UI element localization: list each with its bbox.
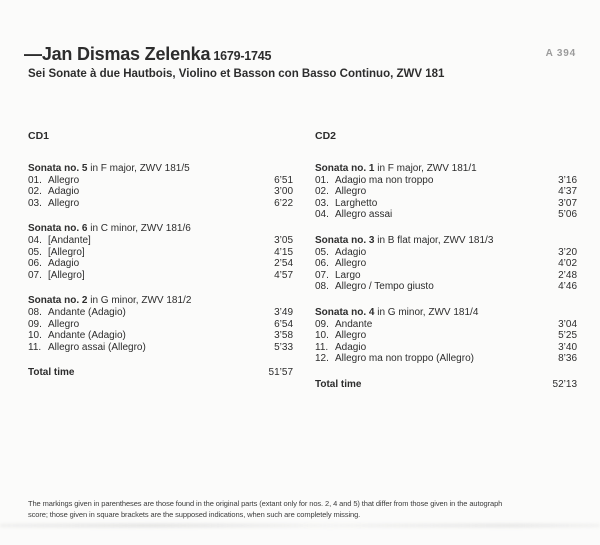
track-number: 08. (315, 281, 329, 293)
track-row (28, 186, 293, 198)
track-duration: 4’37 (558, 186, 577, 198)
track-row (315, 319, 577, 331)
track-title: Andante (Adagio) (48, 306, 126, 318)
track-number: 02. (315, 186, 329, 198)
track-number: 02. (28, 186, 42, 198)
sonata-title (28, 163, 293, 175)
sonata-number: Sonata no. 1 (315, 163, 375, 174)
track-row (315, 198, 577, 210)
track-number: 10. (315, 330, 329, 342)
track-row (28, 342, 293, 354)
sonata-key: in C minor, ZWV 181/6 (87, 223, 191, 235)
sonata-title (315, 163, 577, 175)
sonata-title (315, 307, 577, 319)
disc-label: CD2 (315, 130, 337, 142)
track-number: 04. (28, 234, 42, 246)
sonata-number: Sonata no. 2 (28, 295, 88, 307)
disc-label: CD1 (28, 130, 50, 142)
track-title: [Allegro] (48, 246, 85, 258)
sonata-number: Sonata no. 5 (28, 163, 88, 174)
track-row (315, 258, 577, 270)
track-title: Allegro (335, 330, 367, 342)
track-listing (28, 130, 577, 391)
track-duration: 3’58 (274, 330, 293, 342)
track-number: 06. (315, 258, 329, 270)
track-duration: 3’05 (274, 234, 293, 246)
track-title: Allegro ma non troppo (Allegro) (335, 353, 474, 365)
total-time-value: 51’57 (268, 367, 293, 379)
total-time-value: 52’13 (552, 378, 577, 390)
sonata-group (28, 295, 293, 353)
track-duration: 3’04 (558, 318, 577, 330)
track-number: 07. (28, 269, 42, 281)
track-row (28, 319, 293, 331)
sonata-group (28, 163, 293, 209)
track-number: 09. (315, 318, 329, 330)
track-title: Allegro (48, 174, 80, 186)
track-row (315, 209, 577, 221)
sonata-title (28, 295, 293, 307)
track-row (315, 330, 577, 342)
track-row (315, 281, 577, 293)
track-number: 09. (28, 318, 42, 330)
sonata-group (315, 235, 577, 293)
sonata-title (315, 235, 577, 247)
track-title: [Andante] (48, 234, 91, 246)
track-title: Largo (335, 269, 361, 281)
total-time-label: Total time (315, 378, 362, 390)
track-title: Allegro assai (335, 209, 393, 221)
track-row (315, 186, 577, 198)
track-duration: 8’36 (558, 353, 577, 365)
sonata-key: in B flat major, ZWV 181/3 (374, 234, 494, 246)
sonata-number: Sonata no. 3 (315, 234, 375, 246)
track-duration: 6’51 (274, 174, 293, 186)
track-row (315, 247, 577, 259)
catalog-number: A 394 (545, 48, 576, 59)
track-number: 04. (315, 209, 329, 221)
track-number: 03. (28, 197, 42, 209)
track-row (28, 235, 293, 247)
sonata-number: Sonata no. 4 (315, 306, 375, 318)
track-number: 05. (28, 246, 42, 258)
track-duration: 6’54 (274, 318, 293, 330)
track-number: 10. (28, 330, 42, 342)
track-row (315, 353, 577, 365)
track-duration: 5’25 (558, 330, 577, 342)
track-title: Andante (Adagio) (48, 330, 126, 342)
track-title: Adagio (335, 246, 367, 258)
disc-column-cd2 (315, 130, 577, 391)
track-duration: 3’20 (558, 246, 577, 258)
track-row (28, 258, 293, 270)
track-number: 01. (28, 174, 42, 186)
track-title: Allegro (335, 186, 367, 198)
track-title: Adagio (48, 258, 80, 270)
track-duration: 3’00 (274, 186, 293, 198)
track-duration: 3’49 (274, 306, 293, 318)
total-time-label: Total time (28, 367, 75, 379)
track-number: 12. (315, 353, 329, 365)
sonata-key: in F major, ZWV 181/1 (374, 163, 477, 174)
track-number: 01. (315, 174, 329, 186)
track-number: 08. (28, 306, 42, 318)
track-row (28, 270, 293, 282)
total-time-row (315, 379, 577, 391)
sonata-group (28, 223, 293, 281)
track-title: Allegro (48, 318, 80, 330)
track-title: Adagio (335, 341, 367, 353)
track-title: Allegro / Tempo giusto (335, 281, 434, 293)
track-row (315, 342, 577, 354)
track-row (28, 307, 293, 319)
track-title: Allegro (335, 258, 367, 270)
track-number: 11. (28, 341, 42, 353)
track-duration: 4’46 (558, 281, 577, 293)
sonata-title (28, 223, 293, 235)
track-title: Allegro (48, 197, 80, 209)
track-duration: 4’57 (274, 269, 293, 281)
total-time-row (28, 367, 293, 379)
track-number: 06. (28, 258, 42, 270)
track-duration: 5’06 (558, 209, 577, 221)
track-duration: 3’16 (558, 174, 577, 186)
disc-column-cd1 (28, 130, 293, 391)
track-title: Adagio ma non troppo (335, 174, 434, 186)
track-duration: 2’48 (558, 269, 577, 281)
scan-edge-artifact (0, 524, 600, 527)
track-row (315, 270, 577, 282)
track-duration: 5’33 (274, 341, 293, 353)
header (24, 44, 445, 80)
track-duration: 6’22 (274, 197, 293, 209)
em-dash: — (24, 44, 42, 64)
sonata-group (315, 307, 577, 365)
album-title: Sei Sonate à due Hautbois, Violino et Basson con Basso Continuo, ZWV 181 (28, 68, 445, 80)
track-row (28, 247, 293, 259)
track-duration: 3’40 (558, 341, 577, 353)
track-number: 05. (315, 246, 329, 258)
footnote-line-1: The markings given in parentheses are those found in the original parts (extant only for nos. 2, 4 and 5) that differ from those given in the autograph (28, 499, 503, 508)
track-title: [Allegro] (48, 269, 85, 281)
sonata-key: in G minor, ZWV 181/2 (87, 295, 192, 307)
sonata-group (315, 163, 577, 221)
track-duration: 4’15 (274, 246, 293, 258)
track-duration: 2’54 (274, 258, 293, 270)
track-title: Larghetto (335, 197, 378, 209)
track-number: 07. (315, 269, 329, 281)
sonata-key: in G minor, ZWV 181/4 (374, 306, 479, 318)
track-duration: 4’02 (558, 258, 577, 270)
footnote (28, 499, 502, 520)
footnote-line-2: score; those given in square brackets are the supposed indications, when such are completely missing. (28, 509, 361, 519)
track-title: Allegro assai (Allegro) (48, 341, 146, 353)
composer-dates: 1679-1745 (213, 49, 272, 63)
track-row (315, 175, 577, 187)
track-row (28, 175, 293, 187)
sonata-number: Sonata no. 6 (28, 223, 88, 235)
track-row (28, 198, 293, 210)
track-title: Adagio (48, 186, 80, 198)
track-number: 03. (315, 197, 329, 209)
track-number: 11. (315, 341, 329, 353)
composer-name: Jan Dismas Zelenka (41, 44, 211, 64)
title-line (24, 44, 444, 66)
track-title: Andante (335, 318, 373, 330)
track-duration: 3’07 (558, 197, 577, 209)
track-row (28, 330, 293, 342)
sonata-key: in F major, ZWV 181/5 (87, 163, 190, 174)
